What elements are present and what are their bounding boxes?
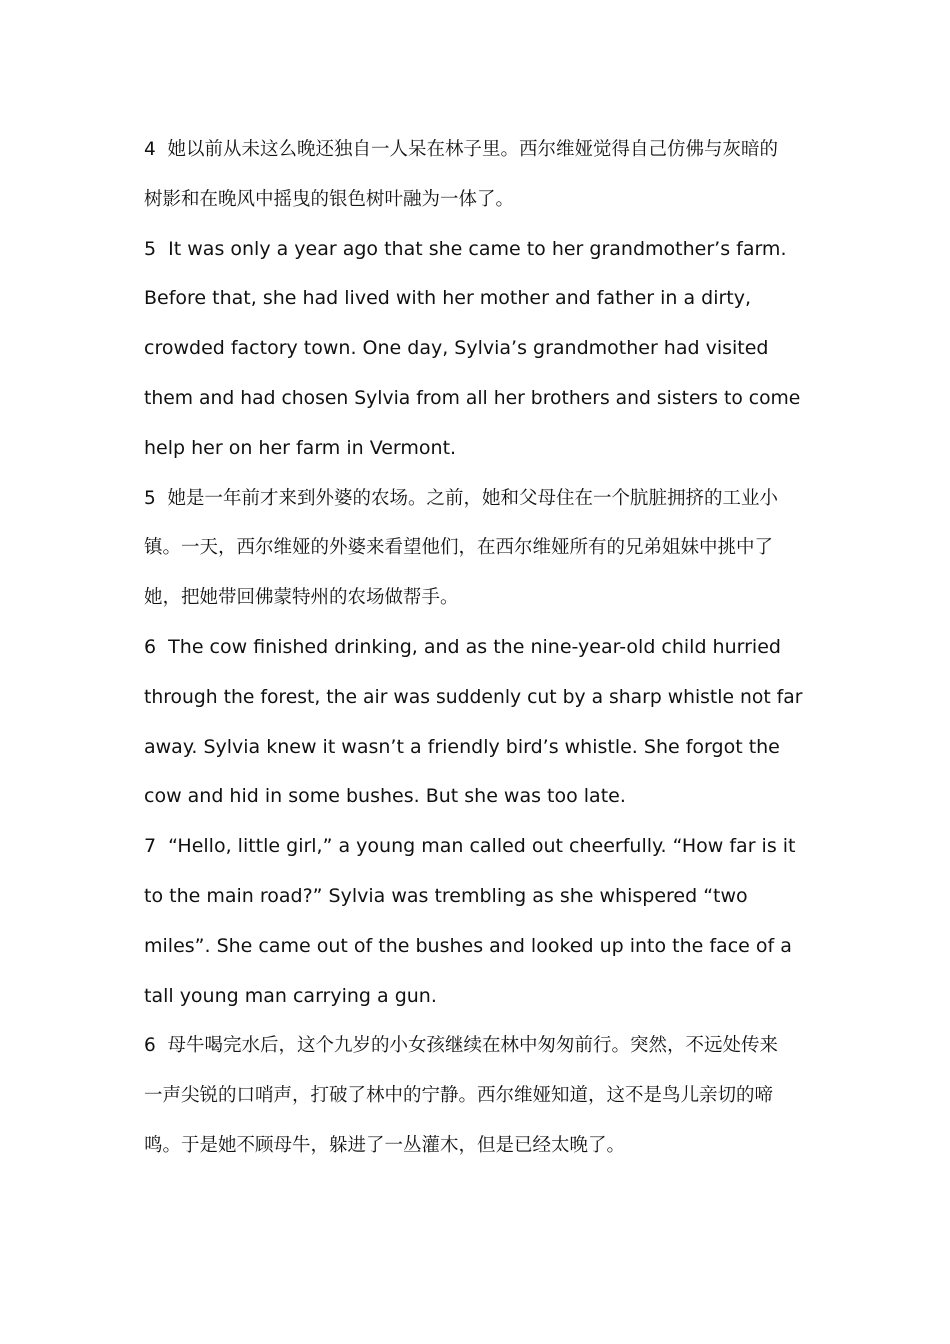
text-line-9: 镇。一天，西尔维娅的外婆来看望他们，在西尔维娅所有的兄弟姐妹中挑中了 [144,537,774,559]
text-line-13: away. Sylvia knew it wasn’t a friendly bird’s whistle. She forgot the [144,735,780,758]
text-line-4: Before that, she had lived with her mother and father in a dirty, [144,287,752,310]
text-line-10: 她，把她带回佛蒙特州的农场做帮手。 [144,587,459,609]
text-line-8: 5 她是一年前才来到外婆的农场。之前，她和父母住在一个肮脏拥挤的工业小 [144,487,779,509]
text-line-7: help her on her farm in Vermont. [144,436,457,459]
text-line-21: 鸣。于是她不顾母牛，躲进了一丛灌木，但是已经太晚了。 [144,1134,626,1156]
text-line-6: them and had chosen Sylvia from all her brothers and sisters to come [144,387,801,409]
text-line-11: 6 The cow finished drinking, and as the nine-year-old child hurried [144,635,781,658]
text-line-15: 7 “Hello, little girl,” a young man called out cheerfully. “How far is it [144,835,796,858]
text-line-16: to the main road?” Sylvia was trembling as she whispered “two [144,884,748,907]
document-body [144,125,806,1171]
text-line-2: 树影和在晚风中摇曳的银色树叶融为一体了。 [144,188,515,210]
text-line-12: through the forest, the air was suddenly cut by a sharp whistle not far [144,686,803,708]
text-line-14: cow and hid in some bushes. But she was too late. [144,785,626,808]
text-line-5: crowded factory town. One day, Sylvia’s grandmother had visited [144,337,769,360]
text-line-1: 4 她以前从未这么晚还独自一人呆在林子里。西尔维娅觉得自己仿佛与灰暗的 [144,139,779,160]
text-line-19: 6 母牛喝完水后，这个九岁的小女孩继续在林中匆匆前行。突然，不远处传来 [144,1035,779,1057]
text-line-20: 一声尖锐的口哨声，打破了林中的宁静。西尔维娅知道，这不是鸟儿亲切的啼 [144,1085,774,1107]
text-line-3: 5 It was only a year ago that she came to her grandmother’s farm. [144,237,787,260]
text-line-17: miles”. She came out of the bushes and looked up into the face of a [144,934,792,957]
text-line-18: tall young man carrying a gun. [144,984,437,1007]
